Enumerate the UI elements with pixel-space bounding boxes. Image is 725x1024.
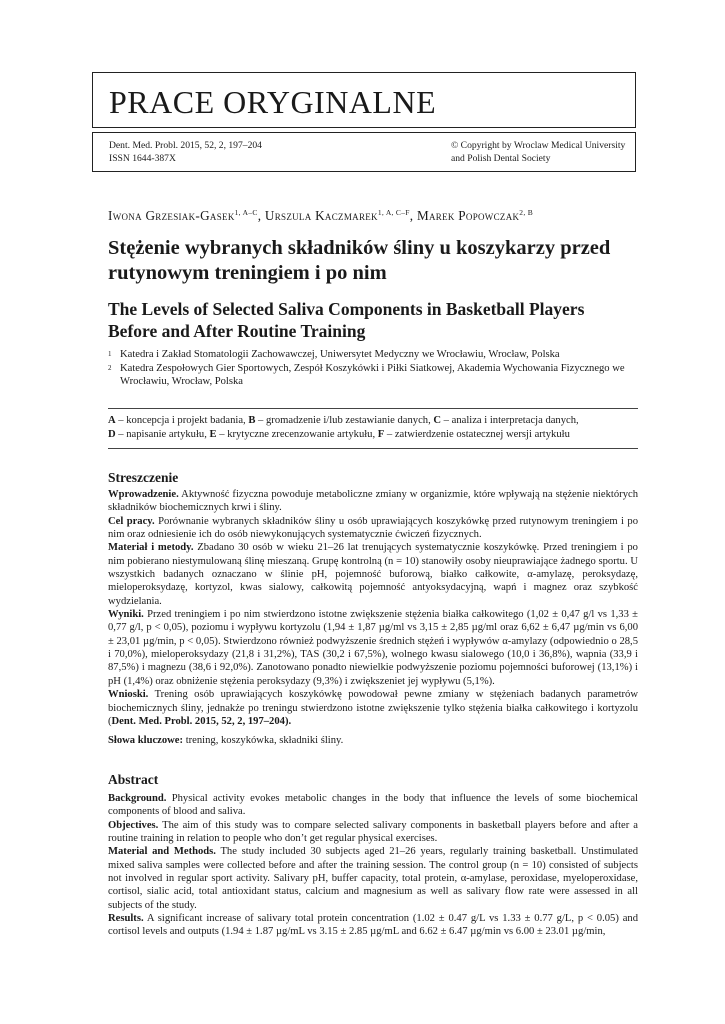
author-name: Iwona Grzesiak-Gasek bbox=[108, 208, 235, 223]
journal-line: Dent. Med. Probl. 2015, 52, 2, 197–204 bbox=[109, 140, 262, 151]
affiliation-text: Katedra i Zakład Stomatologii Zachowawczej, Uniwersytet Medyczny we Wrocławiu, Wrocław, Polska bbox=[120, 349, 560, 360]
abstract-paragraph bbox=[108, 541, 638, 608]
article-title-polish: Stężenie wybranych składników śliny u koszykarzy przed rutynowym treningiem i po nim bbox=[108, 237, 611, 284]
author-name: Urszula Kaczmarek bbox=[264, 208, 378, 223]
affiliations bbox=[108, 348, 628, 389]
paragraph-label: Results. bbox=[108, 913, 144, 925]
role-key: C bbox=[433, 415, 442, 426]
copyright-line-1: © Copyright by Wroclaw Medical University bbox=[451, 140, 626, 151]
paragraph-text: Zbadano 30 osób w wieku 21–26 lat trenujących systematycznie koszykówkę. Przed treningiem i po nim pobierano niestymulowaną ślinę mieszaną. Grupę kontrolną (n = 10) stanowiły osoby nieuprawiające żadnego sportu. U wszystkich badanych oznaczano w ślinie pH, pojemność buforową, białko całkowite, α-amylazę, peroksydazę, mieloperoksydazę, kortyzol, kwas sialowy, całkowitą pojemność antyoksydacyjną, wapń i magnez oraz szybkość wydzielania. bbox=[108, 542, 638, 607]
abstract-paragraph bbox=[108, 608, 638, 688]
paragraph-label: Materiał i metody. bbox=[108, 542, 194, 554]
affiliation-item bbox=[108, 348, 628, 362]
paragraph-label: Wnioski. bbox=[108, 689, 149, 701]
streszczenie-heading: Streszczenie bbox=[108, 470, 179, 485]
role-text: – gromadzenie i/lub zestawianie danych, bbox=[255, 415, 434, 426]
paragraph-text: A significant increase of salivary total protein concentration (1.02 ± 0.47 g/L vs 1.33 ± 0.77 g/L, p < 0.05) and cortisol levels and outputs (1.94 ± 1.87 µg/mL vs 3.15 ± 2.85 µg/mL and 6.62 ± 6.47 µg/min vs 6.00 ± 23.01 µg/min, bbox=[108, 913, 638, 938]
keywords-text: trening, koszykówka, składniki śliny. bbox=[183, 735, 344, 747]
author-affiliation-mark: 2, B bbox=[519, 208, 533, 217]
streszczenie-body bbox=[108, 488, 638, 748]
role-text: – koncepcja i projekt badania, bbox=[115, 415, 249, 426]
abstract-paragraph bbox=[108, 688, 638, 728]
abstract-body bbox=[108, 792, 638, 939]
abstract-heading: Abstract bbox=[108, 772, 159, 787]
author-affiliation-mark: 1, A, C–F bbox=[377, 208, 410, 217]
section-header-box bbox=[92, 72, 636, 128]
divider bbox=[108, 448, 638, 449]
journal-citation bbox=[109, 139, 262, 165]
abstract-paragraph bbox=[108, 488, 638, 515]
abstract-paragraph bbox=[108, 912, 638, 939]
affiliation-item bbox=[108, 362, 628, 389]
abstract-paragraph bbox=[108, 792, 638, 819]
role-text: – napisanie artykułu, bbox=[115, 429, 210, 440]
paragraph-text: The study included 30 subjects aged 21–26 years, regularly training basketball. Unstimulated mixed saliva samples were collected before and after the training session. The control group (n = 10) consisted of subjects not involved in regular sport activity. Salivary pH, buffer capacity, total protein, α-amylase, peroxidase, myeloperoxidase, cortisol, sialic acid, total antioxidant status, calcium and magnesium as well as salivary flow rate were assessed in all subjects of the study. bbox=[108, 846, 638, 911]
paragraph-label: Background. bbox=[108, 793, 167, 804]
abstract-paragraph bbox=[108, 515, 638, 542]
journal-meta-box bbox=[92, 132, 636, 172]
role-key: B bbox=[248, 415, 256, 426]
paragraph-label: Objectives. bbox=[108, 819, 159, 831]
keywords-label: Słowa kluczowe: bbox=[108, 735, 184, 747]
role-key: A bbox=[108, 415, 116, 426]
role-key: F bbox=[377, 429, 385, 440]
role-text: – krytyczne zrecenzowanie artykułu, bbox=[216, 429, 378, 440]
role-key: E bbox=[209, 429, 217, 440]
paragraph-text: Trening osób uprawiających koszykówkę powodował pewne zmiany w stężeniach badanych parametrów biochemicznych śliny, jednakże po treningu stwierdzono istotne zwiększenie tylko stężenia białka całkowitego i kortyzolu ( bbox=[108, 689, 638, 727]
issn: ISSN 1644-387X bbox=[109, 153, 176, 164]
keywords bbox=[108, 734, 638, 747]
paragraph-text: Porównanie wybranych składników śliny u osób uprawiających koszykówkę przed rutynowym treningiem i po nim oraz odniesienie ich do osób niewykonujących systematycznie ćwiczeń fizycznych. bbox=[108, 515, 638, 541]
paragraph-label: Wyniki. bbox=[108, 609, 144, 621]
citation: Dent. Med. Probl. 2015, 52, 2, 197–204 bbox=[111, 715, 285, 727]
role-text: – analiza i interpretacja danych, bbox=[441, 415, 579, 426]
copyright-notice bbox=[451, 139, 625, 165]
paragraph-label: Material and Methods. bbox=[108, 846, 216, 858]
paragraph-text: Physical activity evokes metabolic changes in the body that influence the levels of some biochemical components of blood and saliva. bbox=[108, 793, 638, 818]
copyright-line-2: and Polish Dental Society bbox=[451, 153, 551, 164]
author-affiliation-mark: 1, A–C bbox=[234, 208, 258, 217]
author-list: Iwona Grzesiak-Gasek$^{1, A-C}$, Urszula Kaczmarek$^{1, A, C-F}$, Marek Popowczak$^{2, B}$ bbox=[108, 208, 533, 223]
paragraph-text: Aktywność fizyczna powoduje metaboliczne zmiany w organizmie, które wpływają na stężenie niektórych składników biochemicznych krwi i śliny. bbox=[108, 489, 638, 514]
paragraph-label: Cel pracy. bbox=[108, 515, 155, 527]
paragraph-text: Przed treningiem i po nim stwierdzono istotne zwiększenie stężenia białka całkowitego (1,02 ± 0,47 g/l vs 1,33 ± 0,77 g/l, p < 0,05), poziomu i wypływu kortyzolu (1,94 ± 1,87 µg/ml vs 3,15 ± 2,85 µg/ml oraz 6,62 ± 6,47 µg/min vs 6,00 ± 23,01 µg/min, p < 0,05). Stwierdzono również podwyższenie średnich stężeń i wypływów α-amylazy (odpowiednio o 28,5 i 70,0%), mieloperoksydazy (21,8 i 31,2%), TAS (30,2 i 67,5%), wolnego kwasu sialowego (10,0 i 36,8%), wapnia (33,9 i 87,5%) i magnezu (38,6 i 92,0%). Zanotowano ponadto niewielkie podwyższenie poziomu pojemności buforowej (13,1%) i pH (1,4%) oraz obniżenie stężenia peroksydazy (9,3%) i zwiększeniet jej wypływu (5,1%). bbox=[108, 609, 638, 687]
abstract-paragraph bbox=[108, 819, 638, 846]
affiliation-text: Katedra Zespołowych Gier Sportowych, Zespół Koszykówki i Piłki Siatkowej, Akademia Wychowania Fizycznego we Wrocławiu, Wrocław, Polska bbox=[120, 362, 625, 387]
citation-close: ). bbox=[284, 715, 292, 727]
abstract-paragraph bbox=[108, 845, 638, 912]
author-name: Marek Popowczak bbox=[416, 208, 520, 223]
divider bbox=[108, 408, 638, 409]
role-text: – zatwierdzenie ostatecznej wersji artykułu bbox=[384, 429, 570, 440]
section-title: PRACE ORYGINALNE bbox=[109, 84, 437, 120]
article-title-english: The Levels of Selected Saliva Components in Basketball Players Before and After Routine Training bbox=[108, 299, 585, 341]
affiliation-number: 2 bbox=[108, 363, 112, 372]
paragraph-text: The aim of this study was to compare selected salivary components in basketball players before and after a routine training in relation to people who don’t get regular physical exercises. bbox=[108, 819, 638, 845]
role-key: D bbox=[108, 429, 116, 440]
affiliation-number: 1 bbox=[108, 350, 112, 358]
paragraph-label: Wprowadzenie. bbox=[108, 489, 179, 500]
author-contributions bbox=[108, 414, 638, 442]
